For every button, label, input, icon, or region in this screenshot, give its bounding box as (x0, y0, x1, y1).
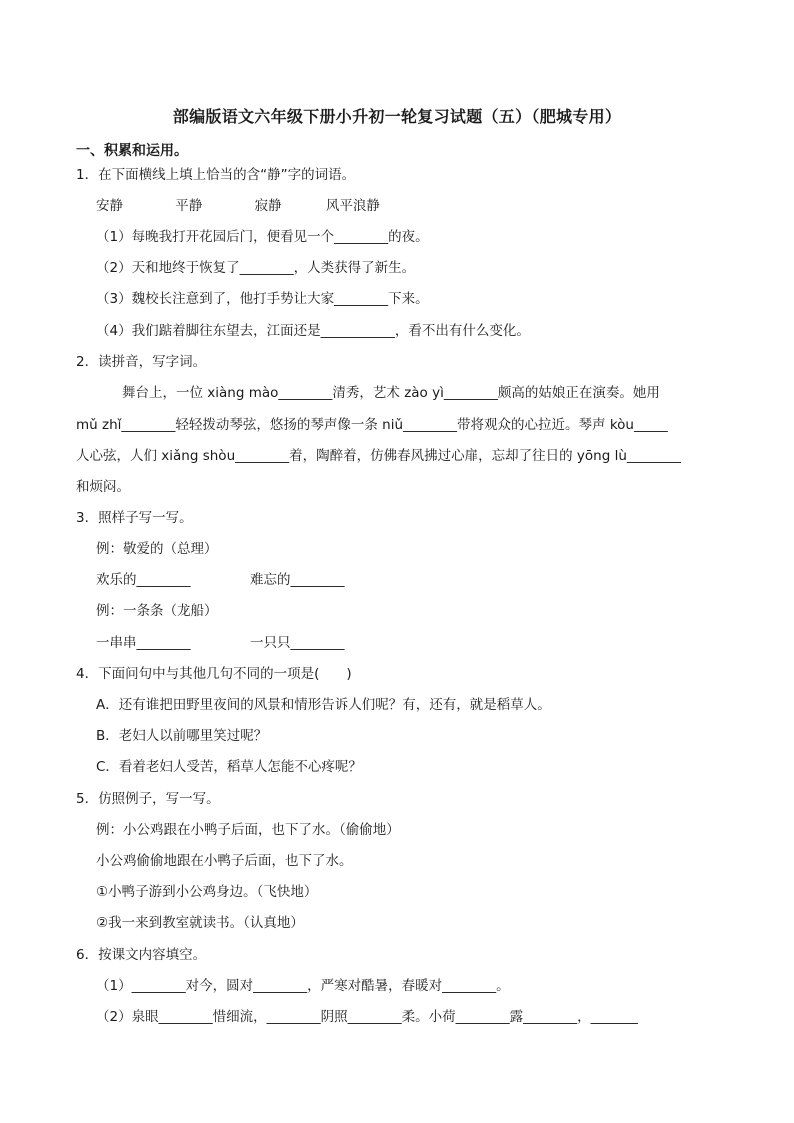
q3-blank: 一串串________ (96, 635, 191, 651)
q2-line: 舞台上，一位 xiàng mào________清秀，艺术 zào yì________颇高的姑娘正在演奏。她用 (122, 385, 660, 401)
q6-item: （1）________对今，圆对________，严寒对酷暑，春暖对________。 (96, 978, 510, 994)
q3-blank: 难忘的________ (250, 572, 345, 588)
q5-item: ②我一来到教室就读书。（认真地） (96, 915, 304, 931)
q4-option-c: C．看着老妇人受苦，稻草人怎能不心疼呢？ (96, 759, 362, 775)
q2-stem: 2．读拼音，写字词。 (76, 354, 207, 370)
word: 平静 (175, 198, 203, 214)
q5-example-answer: 小公鸡偷偷地跟在小鸭子后面，也下了水。 (96, 853, 353, 869)
q1-word-bank (96, 197, 380, 215)
q6-item: （2）泉眼________惜细流，________阴照________柔。小荷________露________，_______ (96, 1009, 638, 1025)
q3-blank: 一只只________ (250, 635, 345, 651)
q3-stem: 3．照样子写一写。 (76, 510, 193, 526)
q1-item: （4）我们踮着脚往东望去，江面还是___________，看不出有什么变化。 (96, 323, 530, 339)
page-title: 部编版语文六年级下册小升初一轮复习试题（五）（肥城专用） (172, 107, 622, 126)
q2-line: 和烦闷。 (76, 479, 130, 495)
q5-item: ①小鸭子游到小公鸡身边。（飞快地） (96, 884, 318, 900)
q3-example: 例：一条条（龙船） (96, 603, 218, 619)
word: 安静 (96, 198, 123, 214)
q1-item: （3）魏校长注意到了，他打手势让大家________下来。 (96, 291, 429, 307)
q4-stem: 4．下面问句中与其他几句不同的一项是( ) (76, 666, 352, 682)
q2-line: 人心弦，人们 xiǎng shòu________着，陶醉着，仿佛春风拂过心扉，忘却了往日的 yōng lù________ (76, 448, 681, 464)
q5-stem: 5．仿照例子，写一写。 (76, 791, 220, 807)
q1-stem: 1．在下面横线上填上恰当的含“静”字的词语。 (76, 167, 356, 183)
q1-item: （2）天和地终于恢复了________，人类获得了新生。 (96, 260, 416, 276)
q3-blank: 欢乐的________ (96, 572, 191, 588)
word: 寂静 (254, 198, 282, 214)
q5-example: 例：小公鸡跟在小鸭子后面，也下了水。（偷偷地） (96, 822, 400, 838)
q2-line: mǔ zhǐ________轻轻拨动琴弦，悠扬的琴声像一条 niǔ________带将观众的心拉近。琴声 kòu_____ (76, 417, 668, 433)
q6-stem: 6．按课文内容填空。 (76, 947, 207, 963)
q1-item: （1）每晚我打开花园后门，便看见一个________的夜。 (96, 229, 429, 245)
q3-example: 例：敬爱的（总理） (96, 541, 218, 557)
q4-option-a: A．还有谁把田野里夜间的风景和情形告诉人们呢？有，还有，就是稻草人。 (96, 697, 551, 713)
word: 风平浪静 (325, 198, 380, 214)
q4-option-b: B．老妇人以前哪里笑过呢？ (96, 728, 268, 744)
section-heading: 一、积累和运用。 (76, 143, 188, 159)
